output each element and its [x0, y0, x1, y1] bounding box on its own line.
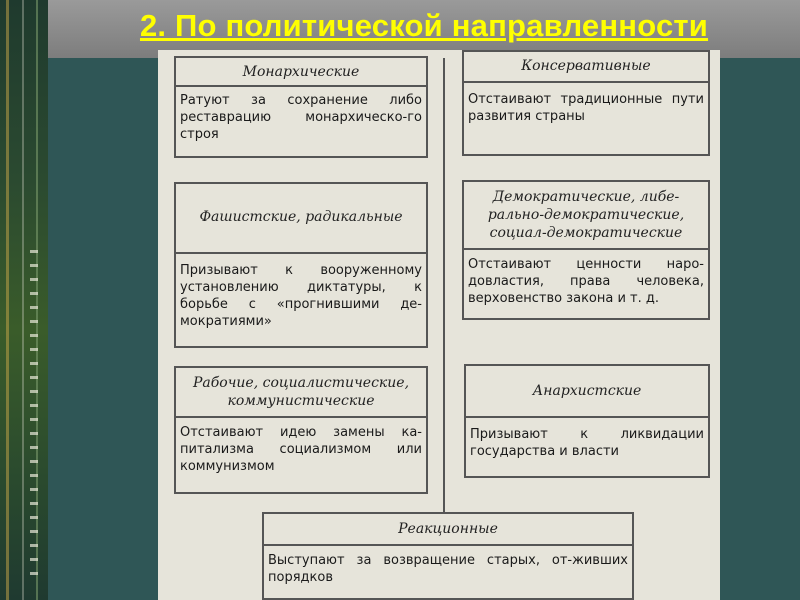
- box-body: Призывают к ликвидации государства и власти: [470, 427, 704, 459]
- box-body: Отстаивают идею замены ка-питализма социализмом или коммунизмом: [180, 425, 422, 474]
- box-labor: [174, 366, 428, 494]
- strip-dots: [30, 250, 38, 580]
- decorative-side-strip: [0, 0, 48, 600]
- diagram-scan: [158, 50, 720, 600]
- box-header: Консервативные: [521, 58, 651, 74]
- box-fascist: [174, 182, 428, 348]
- box-conservative: [462, 50, 710, 156]
- strip-line: [22, 0, 24, 600]
- box-reactionary: [262, 512, 634, 600]
- box-header: Рабочие, социалистические, коммунистические: [192, 375, 410, 409]
- box-header: Фашистские, радикальные: [199, 209, 403, 225]
- box-header: Анархистские: [532, 383, 642, 399]
- box-anarchist: [464, 364, 710, 478]
- slide-title: 2. По политической направленности: [139, 8, 709, 43]
- box-body: Отстаивают традиционные пути развития страны: [468, 92, 704, 124]
- box-body: Отстаивают ценности наро-довластия, права человека, верховенство закона и т. д.: [468, 257, 704, 306]
- box-monarchic: [174, 56, 428, 158]
- connector-line: [443, 58, 445, 512]
- box-body: Выступают за возвращение старых, от-живших порядков: [268, 553, 628, 585]
- box-body: Ратуют за сохранение либо реставрацию монархическо-го строя: [180, 93, 422, 142]
- box-democratic: [462, 180, 710, 320]
- box-header: Реакционные: [398, 521, 498, 537]
- box-body: Призывают к вооруженному установлению диктатуры, к борьбе с «прогнившими де-мократиями»: [180, 263, 422, 329]
- strip-line: [6, 0, 9, 600]
- box-header: Демократические, либе-рально-демократические, социал-демократические: [487, 189, 685, 241]
- box-header: Монархические: [242, 64, 360, 80]
